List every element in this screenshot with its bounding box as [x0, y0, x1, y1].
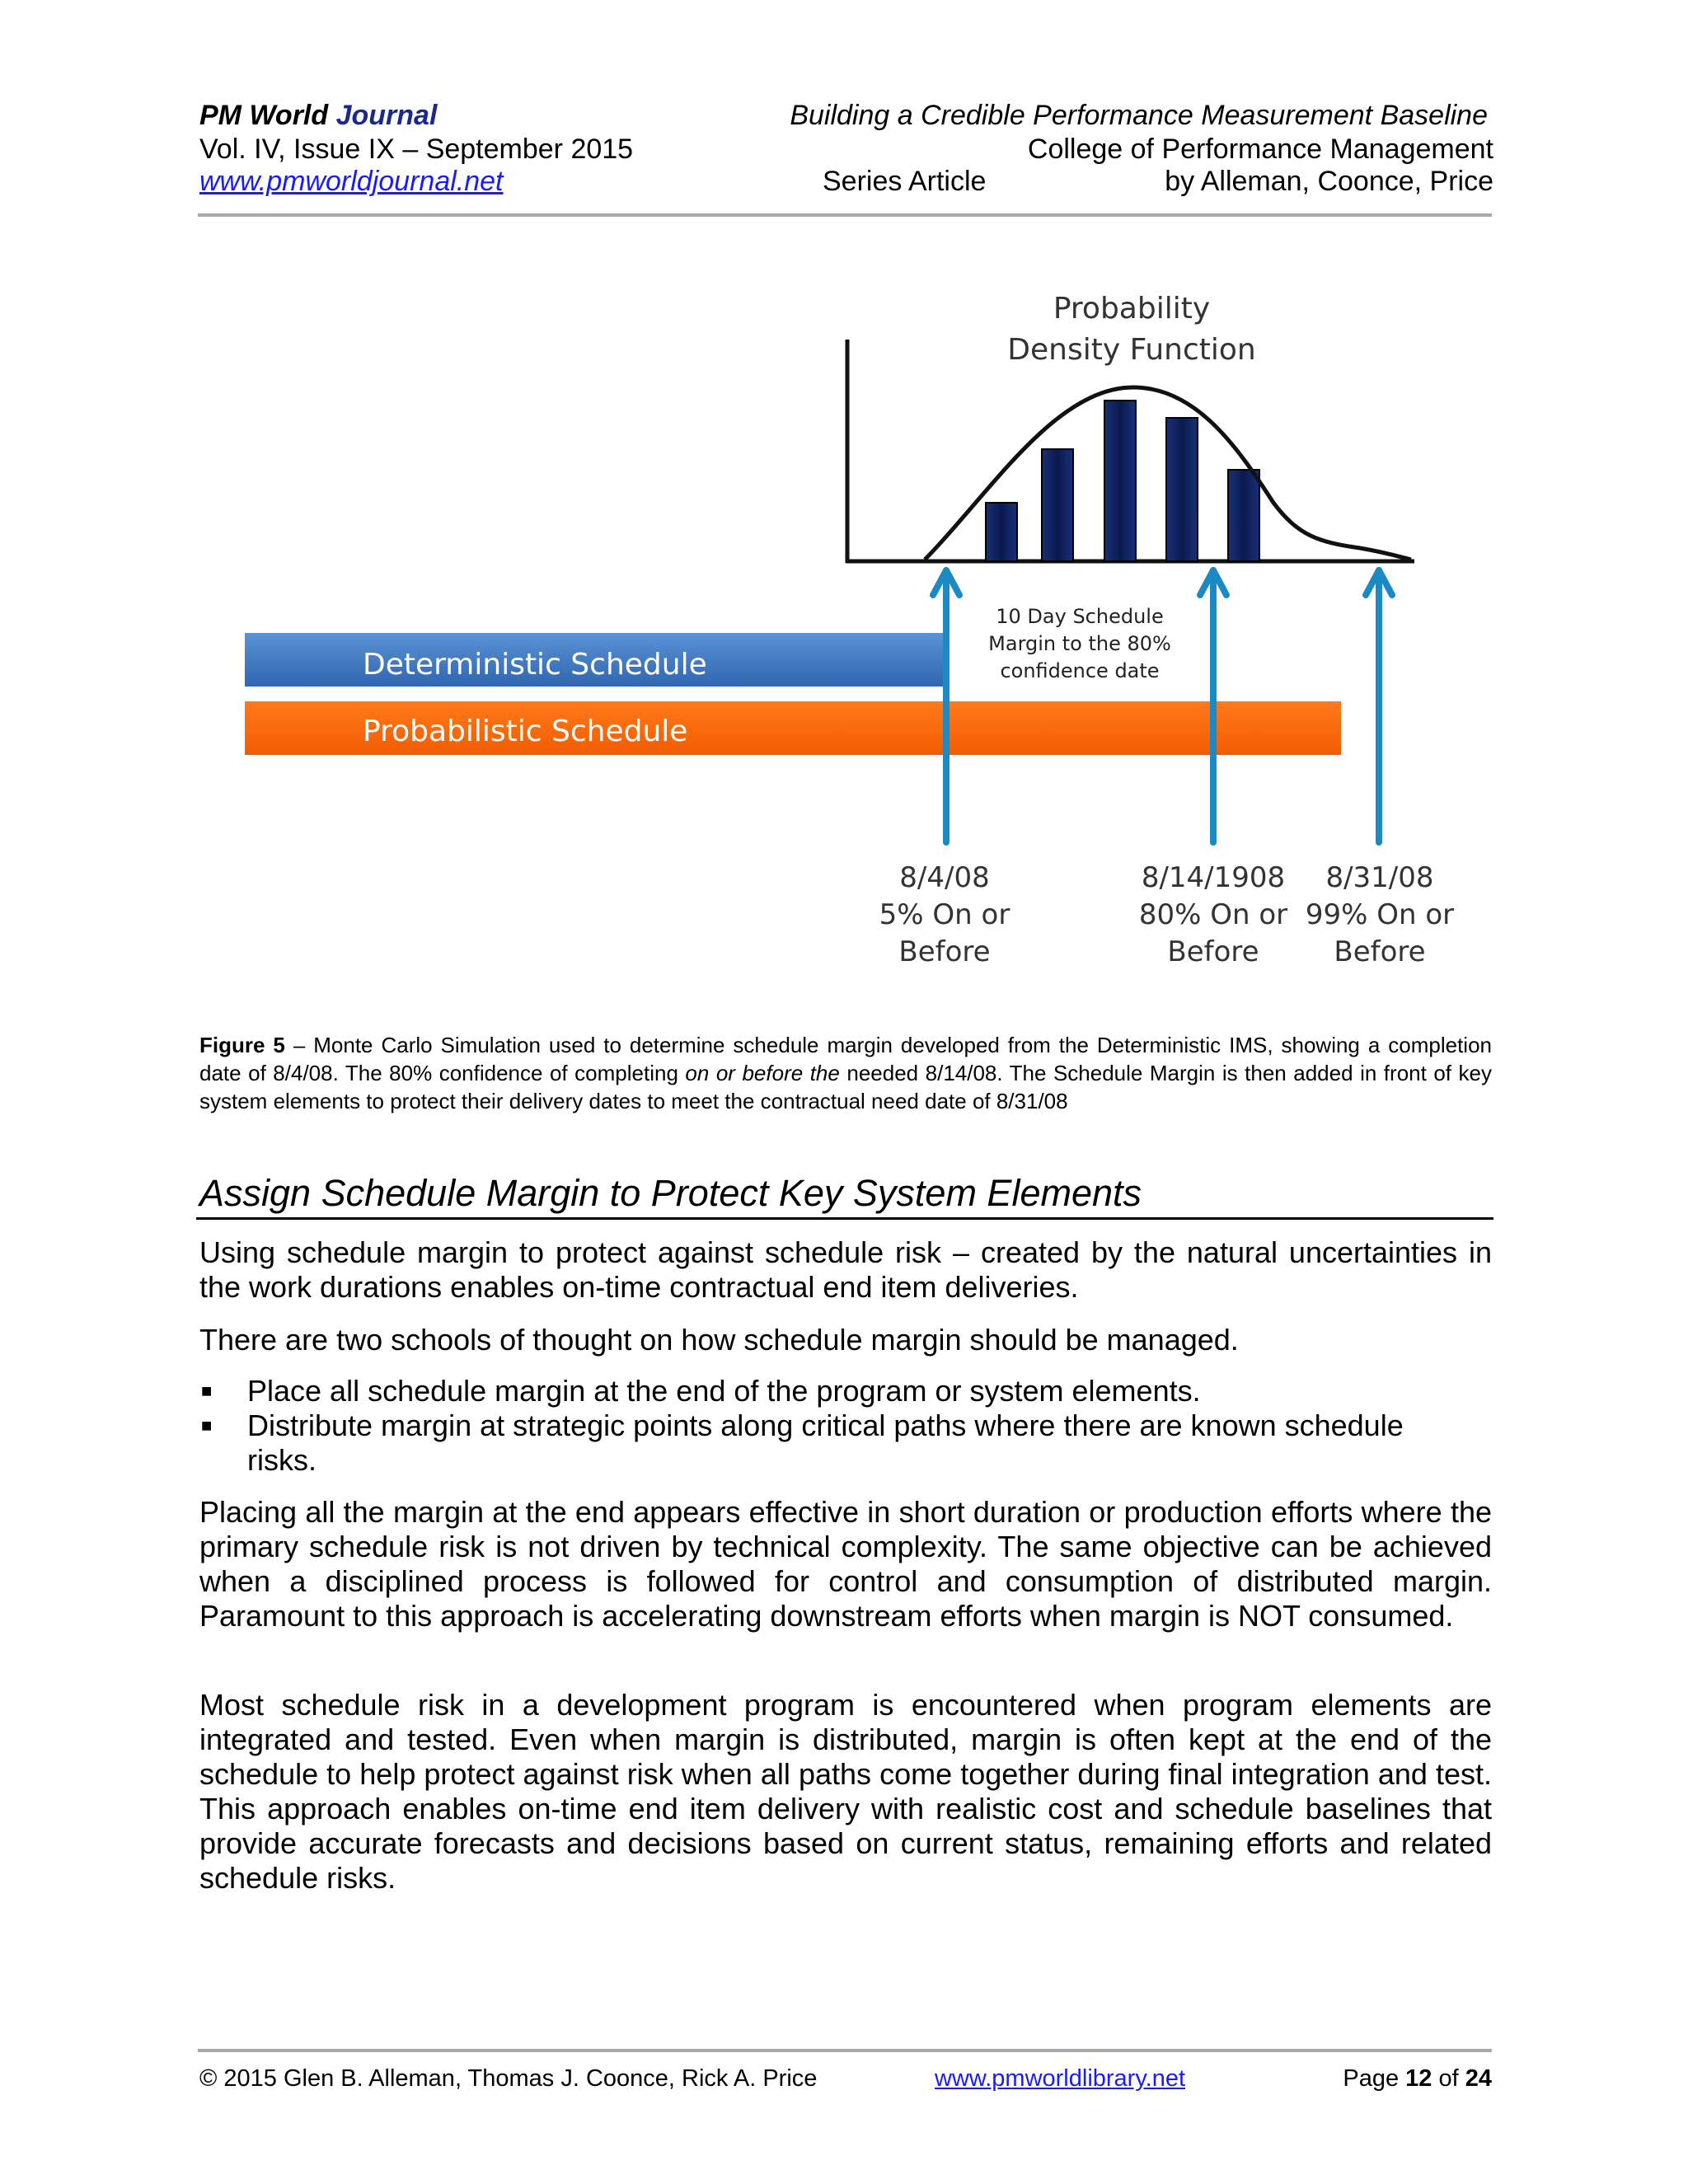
histogram-bar — [1104, 401, 1136, 561]
marker-before-99pct: Before — [1334, 935, 1426, 968]
figure-caption: Figure 5 – Monte Carlo Simulation used to determine schedule margin developed from the Deterministic IMS, showing a completion date of 8/4/08. The 80% confidence of completing on or before the needed 8/14/08. The Schedule Margin is then added in front of key system elements to protect their delivery dates to meet the contractual need date of 8/31/08 — [199, 1033, 1492, 1113]
margin-note-line1: 10 Day Schedule — [996, 605, 1164, 628]
organization: College of Performance Management — [1027, 134, 1493, 165]
article-title: Building a Credible Performance Measurement Baseline — [790, 100, 1488, 131]
marker-pct-5pct: 5% On or — [879, 898, 1010, 931]
section-heading-underline — [196, 1217, 1493, 1220]
footer-library-link[interactable]: www.pmworldlibrary.net — [935, 2065, 1186, 2092]
volume-issue: Vol. IV, Issue IX – September 2015 — [199, 134, 634, 165]
arrow-99pct — [1366, 570, 1392, 842]
monte-carlo-figure — [0, 0, 1688, 989]
series-label: Series Article — [823, 166, 987, 197]
journal-website-link[interactable]: www.pmworldjournal.net — [199, 166, 504, 197]
paragraph-2: There are two schools of thought on how schedule margin should be managed. — [199, 1323, 1239, 1357]
marker-pct-99pct: 99% On or — [1305, 898, 1455, 931]
bullet-marker: ■ — [201, 1415, 213, 1436]
marker-date-99pct: 8/31/08 — [1325, 861, 1434, 894]
footer-copyright: © 2015 Glen B. Alleman, Thomas J. Coonce, Rick A. Price — [199, 2065, 818, 2092]
pdf-title-line1: Probability — [1053, 292, 1211, 326]
marker-before-5pct: Before — [898, 935, 991, 968]
histogram-bar — [1166, 418, 1198, 561]
histogram-bar — [1228, 470, 1259, 561]
bullet-marker: ■ — [201, 1380, 213, 1401]
margin-note-line3: confidence date — [1000, 659, 1160, 682]
histogram-bar — [1042, 449, 1073, 561]
histogram-bar — [986, 503, 1017, 561]
footer-rule — [198, 2049, 1492, 2052]
paragraph-3: Placing all the margin at the end appears effective in short duration or production efforts where the primary schedule risk is not driven by technical complexity. The same objective can be achieved when a disciplined process is followed for control and consumption of distributed margin. Paramount to this approach is accelerating downstream efforts when margin is NOT consumed. — [199, 1495, 1492, 1633]
paragraph-4: Most schedule risk in a development program is encountered when program elements are integrated and tested. Even when margin is distributed, margin is often kept at the end of the schedule to help protect against risk when all paths come together during final integration and test. This approach enables on-time end item delivery with realistic cost and schedule baselines that provide accurate forecasts and decisions based on current status, remaining efforts and related schedule risks. — [199, 1688, 1492, 1895]
marker-date-80pct: 8/14/1908 — [1141, 861, 1286, 894]
journal-name: PM World Journal — [199, 100, 438, 131]
marker-pct-80pct: 80% On or — [1138, 898, 1288, 931]
marker-date-5pct: 8/4/08 — [899, 861, 990, 894]
page-number: Page 12 of 24 — [1343, 2065, 1492, 2092]
article-authors: by Alleman, Coonce, Price — [1165, 166, 1493, 197]
probabilistic-schedule-label: Probabilistic Schedule — [363, 715, 688, 748]
paragraph-1: Using schedule margin to protect against schedule risk – created by the natural uncertainties in the work durations enables on-time contractual end item deliveries. — [199, 1235, 1492, 1304]
deterministic-schedule-label: Deterministic Schedule — [363, 648, 707, 682]
bullet-item-2: Distribute margin at strategic points along critical paths where there are known schedule risks. — [247, 1408, 1404, 1477]
bullet-item-1: Place all schedule margin at the end of the program or system elements. — [247, 1374, 1201, 1408]
margin-note-line2: Margin to the 80% — [988, 632, 1171, 655]
section-heading: Assign Schedule Margin to Protect Key System Elements — [199, 1172, 1142, 1214]
pdf-title-line2: Density Function — [1007, 333, 1256, 367]
marker-before-80pct: Before — [1167, 935, 1259, 968]
